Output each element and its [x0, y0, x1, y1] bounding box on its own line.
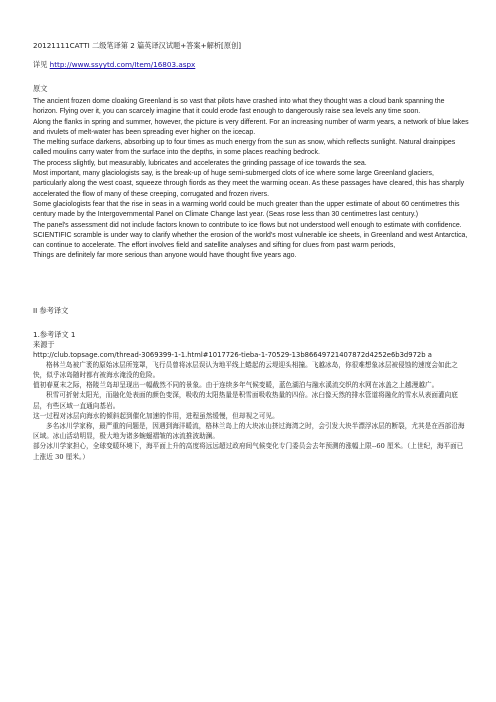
reference-source-url[interactable]: http://club.topsage.com/thread-3069399-1-1.html#1017726-tieba-1-70529-13b86649721407872d4252e6b3d972b a	[33, 350, 432, 359]
document-title: 20121111CATTI 二级笔译第 2 篇英译汉试题+答案+解析[原创]	[33, 41, 242, 50]
english-paragraph: The process slightly, but measurably, lubricates and accelerates the grinding passage of ice towards the sea.	[33, 159, 367, 167]
english-paragraph: Some glaciologists fear that the rise in seas in a warming world could be much greater than the upper estimate of about 60 centimetres this century made by the Intergovernmental Panel on Climate Change last year. (Seas rose less than 30 centimetres last century.)	[33, 200, 460, 219]
english-paragraph: Most important, many glaciologists say, is the break-up of huge semi-submerged clots of ice where some large Greenland glaciers, particularly along the west coast, squeeze through fiords as they meet the warming ocean. As these passages have cleared, this has sharply accelerated the flow of many of these creeping, corrugated and frozen rivers.	[33, 170, 465, 198]
reference-translation-heading: 1.参考译文 1	[33, 329, 76, 339]
section-heading-reference-translation: II 参考译文	[33, 305, 69, 315]
english-paragraph: The melting surface darkens, absorbing up to four times as much energy from the sun as snow, which reflects sunlight. Natural drainpipes called moulins carry water from the surface into the depths, in some places reaching bedrock.	[33, 139, 456, 157]
source-link[interactable]: http://www.ssyytd.com/Item/16803.aspx	[49, 60, 196, 69]
chinese-paragraph: 格林兰岛被广袤的原始冰层所笼罩，飞行员曾将冰层误认为地平线上蜷起的云堤迎头相撞。飞越冰岛，你很难想象冰层被侵蚀的速度会如此之快，似乎冰岛随时都有被海水淹没的危险。	[33, 360, 458, 379]
original-text-label: 原文	[33, 84, 48, 93]
english-paragraph: The panel's assessment did not include factors known to contribute to ice flows but not understood well enough to estimate with confidence. SCIENTIFIC scramble is under way to clarify whether the erosion of the world's most vulnerable ice sheets, in Greenland and west Antarctica, can continue to accelerate. The effort involves field and satellite analyses and sifting for clues from past warm periods,	[33, 221, 468, 250]
chinese-paragraph: 多名冰川学家称，最严重的问题是，因遇到海洋暖流，格林兰岛上的大块冰山挤过海湾之时，会引发大块半漂浮冰层的断裂，尤其是在西部沿海区域。冰山活动明显，极大地为诸多蜿蜒褶皱的冰流推波助澜。	[33, 421, 465, 441]
document-page	[33, 41, 469, 462]
chinese-paragraph: 值初春夏末之际，格陵兰岛却呈现出一幅截然不同的景象。由于连续多年气候变暖，蓝色湖泊与融水溪流交织的水网在冰盖之上越漫越广。	[33, 381, 439, 390]
chinese-paragraph: 积雪可折射太阳光，而融化处表面的颜色变深，吸收的太阳热量是积雪面吸收热量的四倍。冰臼像天然的排水管道将融化的雪水从表面灌向底层，有些区域一直通向基岩。	[33, 391, 458, 410]
english-paragraph: Along the flanks in spring and summer, however, the picture is very different. For an increasing number of warm years, a network of blue lakes and rivulets of melt-water has been spreading ever higher on the icecap.	[33, 118, 469, 136]
english-paragraph: The ancient frozen dome cloaking Greenland is so vast that pilots have crashed into what they thought was a cloud bank spanning the horizon. Flying over it, you can scarcely imagine that it could erode fast enough to dangerously raise sea levels any time soon.	[33, 98, 445, 116]
english-original-text	[33, 97, 469, 262]
english-paragraph: Things are definitely far more serious than anyone would have thought five years ago.	[33, 252, 297, 260]
blank-space	[33, 262, 469, 306]
chinese-translation-text	[33, 360, 469, 462]
chinese-paragraph: 部分冰川学家担心，全球变暖环境下，海平面上升的高度将远远超过政府间气候变化专门委员会去年预测的涨幅上限--60 厘米。（上世纪，海平面已上涨近 30 厘米。）	[33, 442, 464, 461]
chinese-paragraph: 这一过程对冰层向海水的倾斜起到催化加速的作用，进程虽然缓慢，但却视之可见。	[33, 411, 279, 420]
see-link-line	[33, 60, 469, 70]
see-prefix: 详见	[33, 60, 50, 69]
reference-source-label: 来源于	[33, 339, 55, 349]
